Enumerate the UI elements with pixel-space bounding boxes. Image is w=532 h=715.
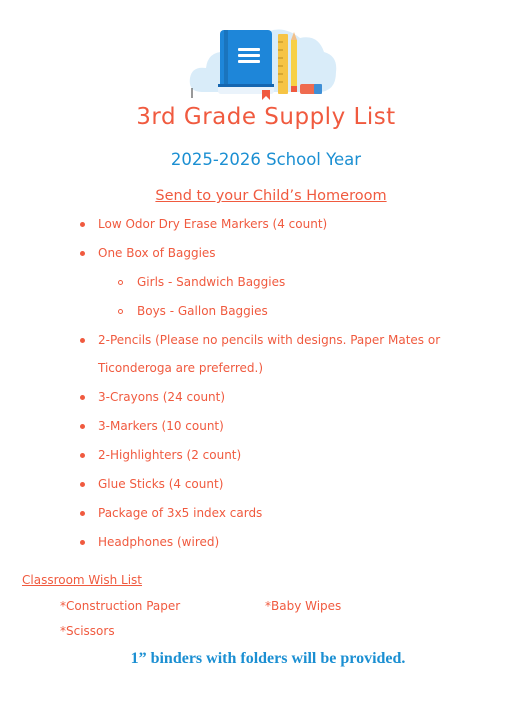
list-item: Low Odor Dry Erase Markers (4 count) (98, 217, 328, 231)
books-cloud-icon (188, 18, 338, 102)
bullet-icon (80, 338, 85, 343)
bullet-icon (80, 511, 85, 516)
list-item: One Box of Baggies (98, 246, 216, 260)
list-item: 2-Pencils (Please no pencils with designs. Paper Mates or (98, 333, 441, 347)
list-item: 3-Markers (10 count) (98, 419, 224, 433)
list-item-continuation: Ticonderoga are preferred.) (98, 361, 264, 375)
school-year-subtitle: 2025-2026 School Year (170, 150, 362, 169)
wish-list-item: *Baby Wipes (265, 599, 342, 613)
list-item: Glue Sticks (4 count) (98, 477, 224, 491)
bullet-icon (80, 540, 85, 545)
list-item: Boys - Gallon Baggies (137, 304, 268, 318)
bullet-icon (80, 424, 85, 429)
list-item: 2-Highlighters (2 count) (98, 448, 242, 462)
bullet-icon (80, 482, 85, 487)
wish-list-item: *Scissors (60, 624, 115, 638)
list-item: Headphones (wired) (98, 535, 220, 549)
binders-note: 1” binders with folders will be provided. (130, 650, 406, 667)
wish-list-heading: Classroom Wish List (22, 573, 143, 587)
page-title: 3rd Grade Supply List (136, 104, 396, 130)
sub-bullet-icon (118, 280, 123, 285)
bullet-icon (80, 395, 85, 400)
list-item: Package of 3x5 index cards (98, 506, 263, 520)
list-item: 3-Crayons (24 count) (98, 390, 226, 404)
bullet-icon (80, 222, 85, 227)
bullet-icon (80, 453, 85, 458)
wish-list-item: *Construction Paper (60, 599, 181, 613)
homeroom-heading: Send to your Child’s Homeroom (155, 188, 387, 204)
sub-bullet-icon (118, 309, 123, 314)
list-item: Girls - Sandwich Baggies (137, 275, 286, 289)
bullet-icon (80, 251, 85, 256)
